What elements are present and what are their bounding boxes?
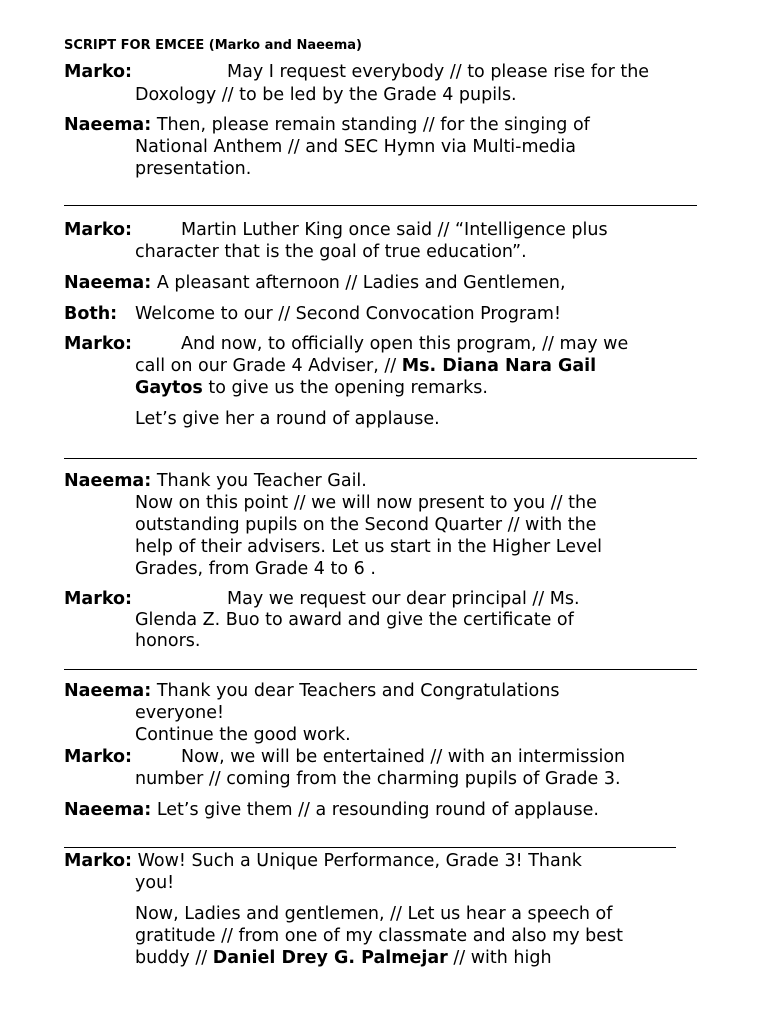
person-name: Ms. Diana Nara Gail [401,356,597,376]
speaker-label: Naeema: [64,273,152,293]
person-name: Gaytos [135,378,203,398]
dialogue-text: Martin Luther King once said // “Intelligence plus [181,220,608,240]
dialogue-text: to give us the opening remarks. [202,378,488,398]
speaker-label: Marko: [64,220,133,240]
dialogue-text: Now, Ladies and gentlemen, // Let us hear a speech of [135,904,613,924]
section-divider [64,847,676,848]
dialogue-text: you! [135,873,175,893]
person-name: Daniel Drey G. Palmejar [212,948,448,968]
dialogue-text: Thank you Teacher Gail. [156,471,367,491]
speaker-label: Naeema: [64,115,152,135]
dialogue-text: everyone! [135,703,225,723]
dialogue-text: Now, we will be entertained // with an intermission [181,747,626,767]
section-divider [64,205,697,206]
dialogue-text: Let’s give them // a resounding round of applause. [156,800,599,820]
dialogue-text: Thank you dear Teachers and Congratulations [156,681,560,701]
dialogue-text: Welcome to our // Second Convocation Program! [135,304,561,324]
dialogue-line [64,470,367,492]
dialogue-text: Continue the good work. [135,725,351,745]
dialogue-line [135,355,596,377]
dialogue-line [64,680,559,702]
speaker-label: Both: [64,304,118,324]
dialogue-text: Then, please remain standing // for the singing of [156,115,590,135]
speaker-label: Naeema: [64,800,152,820]
dialogue-line [64,588,132,610]
dialogue-text: Let’s give her a round of applause. [135,409,440,429]
dialogue-line [64,799,599,821]
dialogue-text: presentation. [135,159,252,179]
dialogue-text: call on our Grade 4 Adviser, // [135,356,402,376]
section-divider [64,458,697,459]
speaker-label: Marko: [64,851,133,871]
dialogue-text: And now, to officially open this program, // may we [181,334,629,354]
speaker-label: Marko: [64,62,133,82]
dialogue-line [64,114,590,136]
dialogue-text: May I request everybody // to please rise for the [227,62,650,82]
dialogue-line [64,61,132,83]
dialogue-text: help of their advisers. Let us start in the Higher Level [135,537,602,557]
dialogue-text: // with high [447,948,552,968]
dialogue-text: Glenda Z. Buo to award and give the certificate of [135,610,574,630]
dialogue-text: Now on this point // we will now present to you // the [135,493,597,513]
dialogue-line [64,219,132,241]
dialogue-line [64,303,117,325]
dialogue-text: number // coming from the charming pupils of Grade 3. [135,769,621,789]
dialogue-line [64,746,132,768]
speaker-label: Marko: [64,747,133,767]
dialogue-text: gratitude // from one of my classmate and also my best [135,926,623,946]
dialogue-text: Wow! Such a Unique Performance, Grade 3! Thank [137,851,582,871]
dialogue-text: honors. [135,631,201,651]
section-divider [64,669,697,670]
dialogue-text: May we request our dear principal // Ms. [227,589,580,609]
dialogue-line [135,377,488,399]
dialogue-line [64,850,582,872]
dialogue-text: A pleasant afternoon // Ladies and Gentlemen, [156,273,566,293]
dialogue-text: National Anthem // and SEC Hymn via Multi-media [135,137,576,157]
dialogue-text: character that is the goal of true education”. [135,242,527,262]
dialogue-text: Grades, from Grade 4 to 6 . [135,559,376,579]
dialogue-text: outstanding pupils on the Second Quarter // with the [135,515,597,535]
speaker-label: Naeema: [64,681,152,701]
dialogue-line [64,272,566,294]
speaker-label: Marko: [64,334,133,354]
dialogue-line [135,947,552,969]
dialogue-text: Doxology // to be led by the Grade 4 pupils. [135,85,517,105]
dialogue-line [64,333,132,355]
document-title: SCRIPT FOR EMCEE (Marko and Naeema) [64,38,363,53]
speaker-label: Marko: [64,589,133,609]
dialogue-text: buddy // [135,948,213,968]
speaker-label: Naeema: [64,471,152,491]
